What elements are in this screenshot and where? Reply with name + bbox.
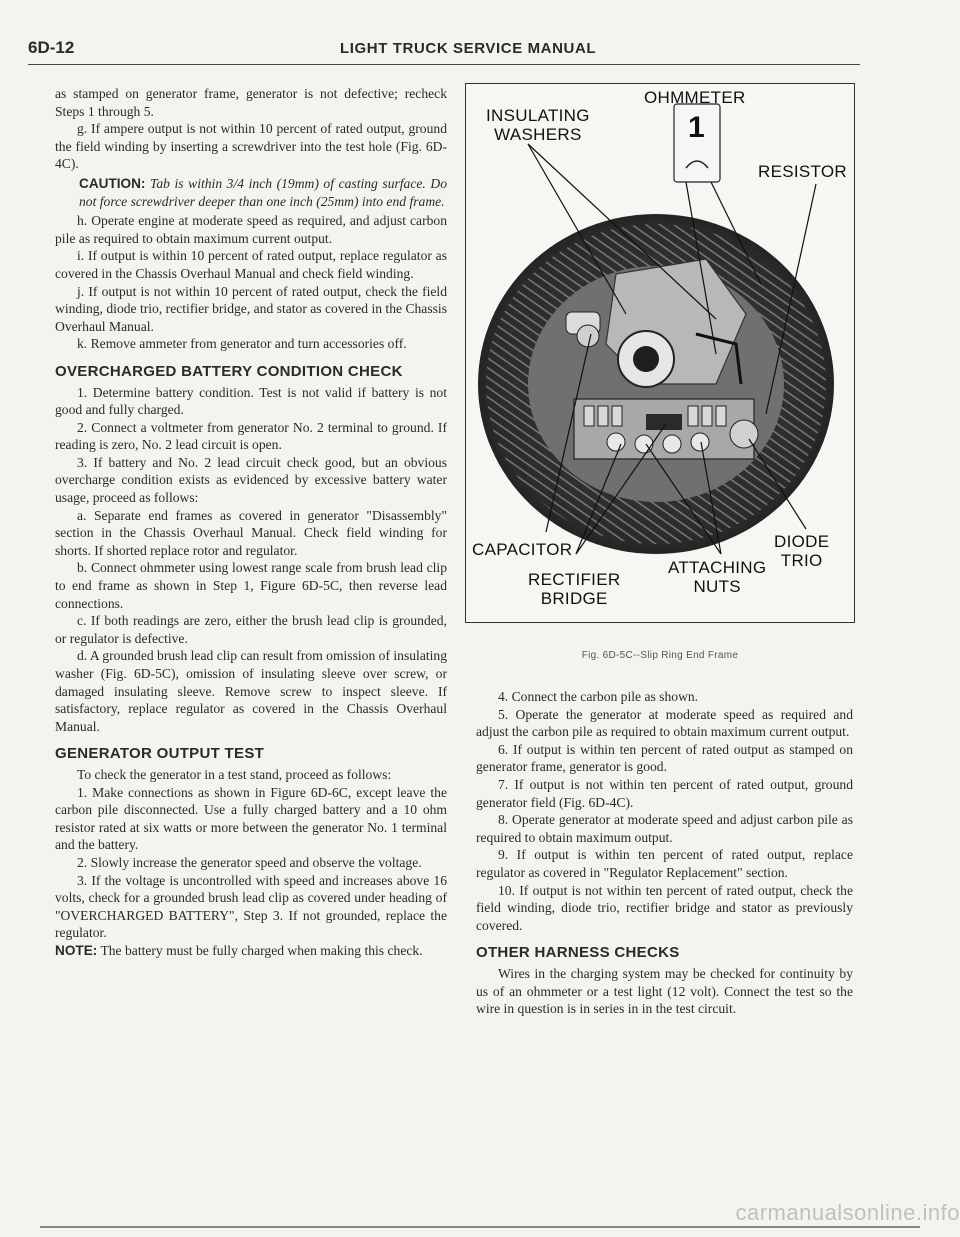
- label-ohmmeter-number: [688, 111, 705, 144]
- diode-line-1: DIODE: [774, 532, 830, 551]
- capacitor-text: CAPACITOR: [472, 540, 573, 559]
- attaching-line-1: ATTACHING: [668, 558, 767, 577]
- right-step-6: 6. If output is within ten percent of rated output as stamped on generator frame, generator is good.: [476, 741, 853, 775]
- label-resistor: [758, 162, 847, 181]
- right-step-8: 8. Operate generator at moderate speed and adjust carbon pile as required to obtain maximum output.: [476, 812, 853, 845]
- bearing-hole: [633, 346, 659, 372]
- note-text: The battery must be fully charged when making this check.: [100, 942, 423, 958]
- overcharge-step-b: b. Connect ohmmeter using lowest range scale from brush lead clip to end frame as shown in Step 1, Figure 6D-5C, then reverse lead connections.: [55, 560, 447, 611]
- section-heading-overcharged: OVERCHARGED BATTERY CONDITION CHECK: [55, 362, 403, 380]
- right-step-9: 9. If output is within ten percent of rated output, replace regulator as covered in "Regulator Replacement" section.: [476, 847, 853, 880]
- output-step-1: 1. Make connections as shown in Figure 6D-6C, except leave the carbon pile disconnected. Use a fully charged battery and a 10 ohm resistor rated at six watts or more between the generator No. 1 terminal and the battery.: [55, 784, 447, 853]
- overcharge-step-a: a. Separate end frames as covered in generator "Disassembly" section in the Chassis Overhaul Manual. Check field winding for shorts. If shorted replace rotor and regulator.: [55, 507, 447, 558]
- page-header: [28, 38, 860, 65]
- left-column: [55, 85, 447, 960]
- note-label: NOTE:: [55, 942, 98, 958]
- ohmmeter-number-text: 1: [688, 111, 705, 144]
- terminal: [730, 420, 758, 448]
- output-step-3: 3. If the voltage is uncontrolled with speed and increases above 16 volts, check for a grounded brush lead clip as covered under heading of "OVERCHARGED BATTERY", Step 3. If not grounded, replace the regulator.: [55, 872, 447, 941]
- paragraph: as stamped on generator frame, generator is not defective; recheck Steps 1 through 5.: [55, 86, 447, 119]
- overcharge-step-3: 3. If battery and No. 2 lead circuit check good, but an obvious overcharge condition exists as evidenced by excessive battery water usage, proceed as follows:: [55, 454, 447, 506]
- section-heading-harness: OTHER HARNESS CHECKS: [476, 944, 680, 962]
- label-attaching-nuts: [668, 558, 766, 596]
- attaching-line-2: NUTS: [693, 577, 741, 596]
- overcharge-step-1: 1. Determine battery condition. Test is not valid if battery is not good and fully charged.: [55, 384, 447, 418]
- page-number: 6D-12: [28, 38, 75, 57]
- bottom-rule: [40, 1226, 920, 1228]
- label-capacitor: [472, 540, 572, 559]
- label-diode-trio: [774, 532, 829, 570]
- running-title: LIGHT TRUCK SERVICE MANUAL: [340, 40, 597, 57]
- caution-label: CAUTION:: [79, 175, 146, 191]
- right-column: [476, 688, 853, 1018]
- caution-block: [79, 175, 447, 210]
- rectifier-line-2: BRIDGE: [540, 589, 608, 608]
- insulating-line-2: WASHERS: [494, 125, 582, 144]
- output-step-2: 2. Slowly increase the generator speed and observe the voltage.: [77, 854, 422, 870]
- label-ohmmeter: [644, 88, 746, 107]
- step-g: g. If ampere output is not within 10 percent of rated output, ground the field winding by inserting a screwdriver into the test hole (Fig. 6D-4C).: [55, 121, 447, 172]
- right-step-4: 4. Connect the carbon pile as shown.: [498, 689, 699, 704]
- step-i: i. If output is within 10 percent of rated output, replace regulator as covered in the Chassis Overhaul Manual and check field winding.: [55, 248, 447, 281]
- section-heading-output-test: GENERATOR OUTPUT TEST: [55, 745, 265, 763]
- right-step-7: 7. If output is not within ten percent of rated output, ground generator field (Fig. 6D-4C).: [476, 776, 853, 810]
- caution-text: Tab is within 3/4 inch (19mm) of casting surface. Do not force screwdriver deeper than one inch (25mm) into end frame.: [79, 175, 447, 209]
- output-intro: To check the generator in a test stand, proceed as follows:: [77, 766, 392, 782]
- right-step-10: 10. If output is not within ten percent of rated output, check the field winding, diode trio, rectifier bridge and stator as previously covered.: [476, 882, 853, 933]
- harness-paragraph: Wires in the charging system may be checked for continuity by us of an ohmmeter or a test light (12 volt). Connect the test so the wire in question is in series in in the test circuit.: [476, 965, 853, 1017]
- rectifier-line-1: RECTIFIER: [528, 570, 621, 589]
- step-j: j. If output is not within 10 percent of rated output, check the field winding, diode trio, rectifier bridge, and stator as covered in the Chassis Overhaul Manual.: [55, 283, 447, 334]
- watermark: carmanualsonline.info: [735, 1200, 960, 1225]
- insulating-line-1: INSULATING: [486, 106, 590, 125]
- note-block: [55, 942, 447, 960]
- overcharge-step-2: 2. Connect a voltmeter from generator No. 2 terminal to ground. If reading is zero, No. 2 lead circuit is open.: [55, 419, 447, 453]
- step-h: h. Operate engine at moderate speed as required, and adjust carbon pile as required to obtain maximum current output.: [55, 213, 447, 246]
- ohmmeter-text: OHMMETER: [644, 88, 746, 107]
- resistor-text: RESISTOR: [758, 162, 847, 181]
- overcharge-step-c: c. If both readings are zero, either the brush lead clip is grounded, or regulator is defective.: [55, 613, 447, 646]
- capacitor-can: [577, 325, 599, 347]
- figure-slip-ring-end-frame: [465, 83, 855, 623]
- label-insulating-washers: [486, 106, 590, 144]
- right-step-5: 5. Operate the generator at moderate speed as required and adjust the carbon pile as required to obtain maximum current output.: [476, 706, 853, 740]
- overcharge-step-d: d. A grounded brush lead clip can result from omission of insulating washer (Fig. 6D-5C), omission of insulating sleeve over screw, or damaged insulating sleeve. Remove screw to inspect sleeve. If satisfactory, replace regulator as covered in the Chassis Overhaul Manual.: [55, 648, 447, 734]
- label-rectifier-bridge: [528, 570, 620, 608]
- diode-line-2: TRIO: [780, 551, 823, 570]
- figure-caption: Fig. 6D-5C--Slip Ring End Frame: [581, 650, 739, 661]
- step-k: k. Remove ammeter from generator and turn accessories off.: [77, 336, 407, 352]
